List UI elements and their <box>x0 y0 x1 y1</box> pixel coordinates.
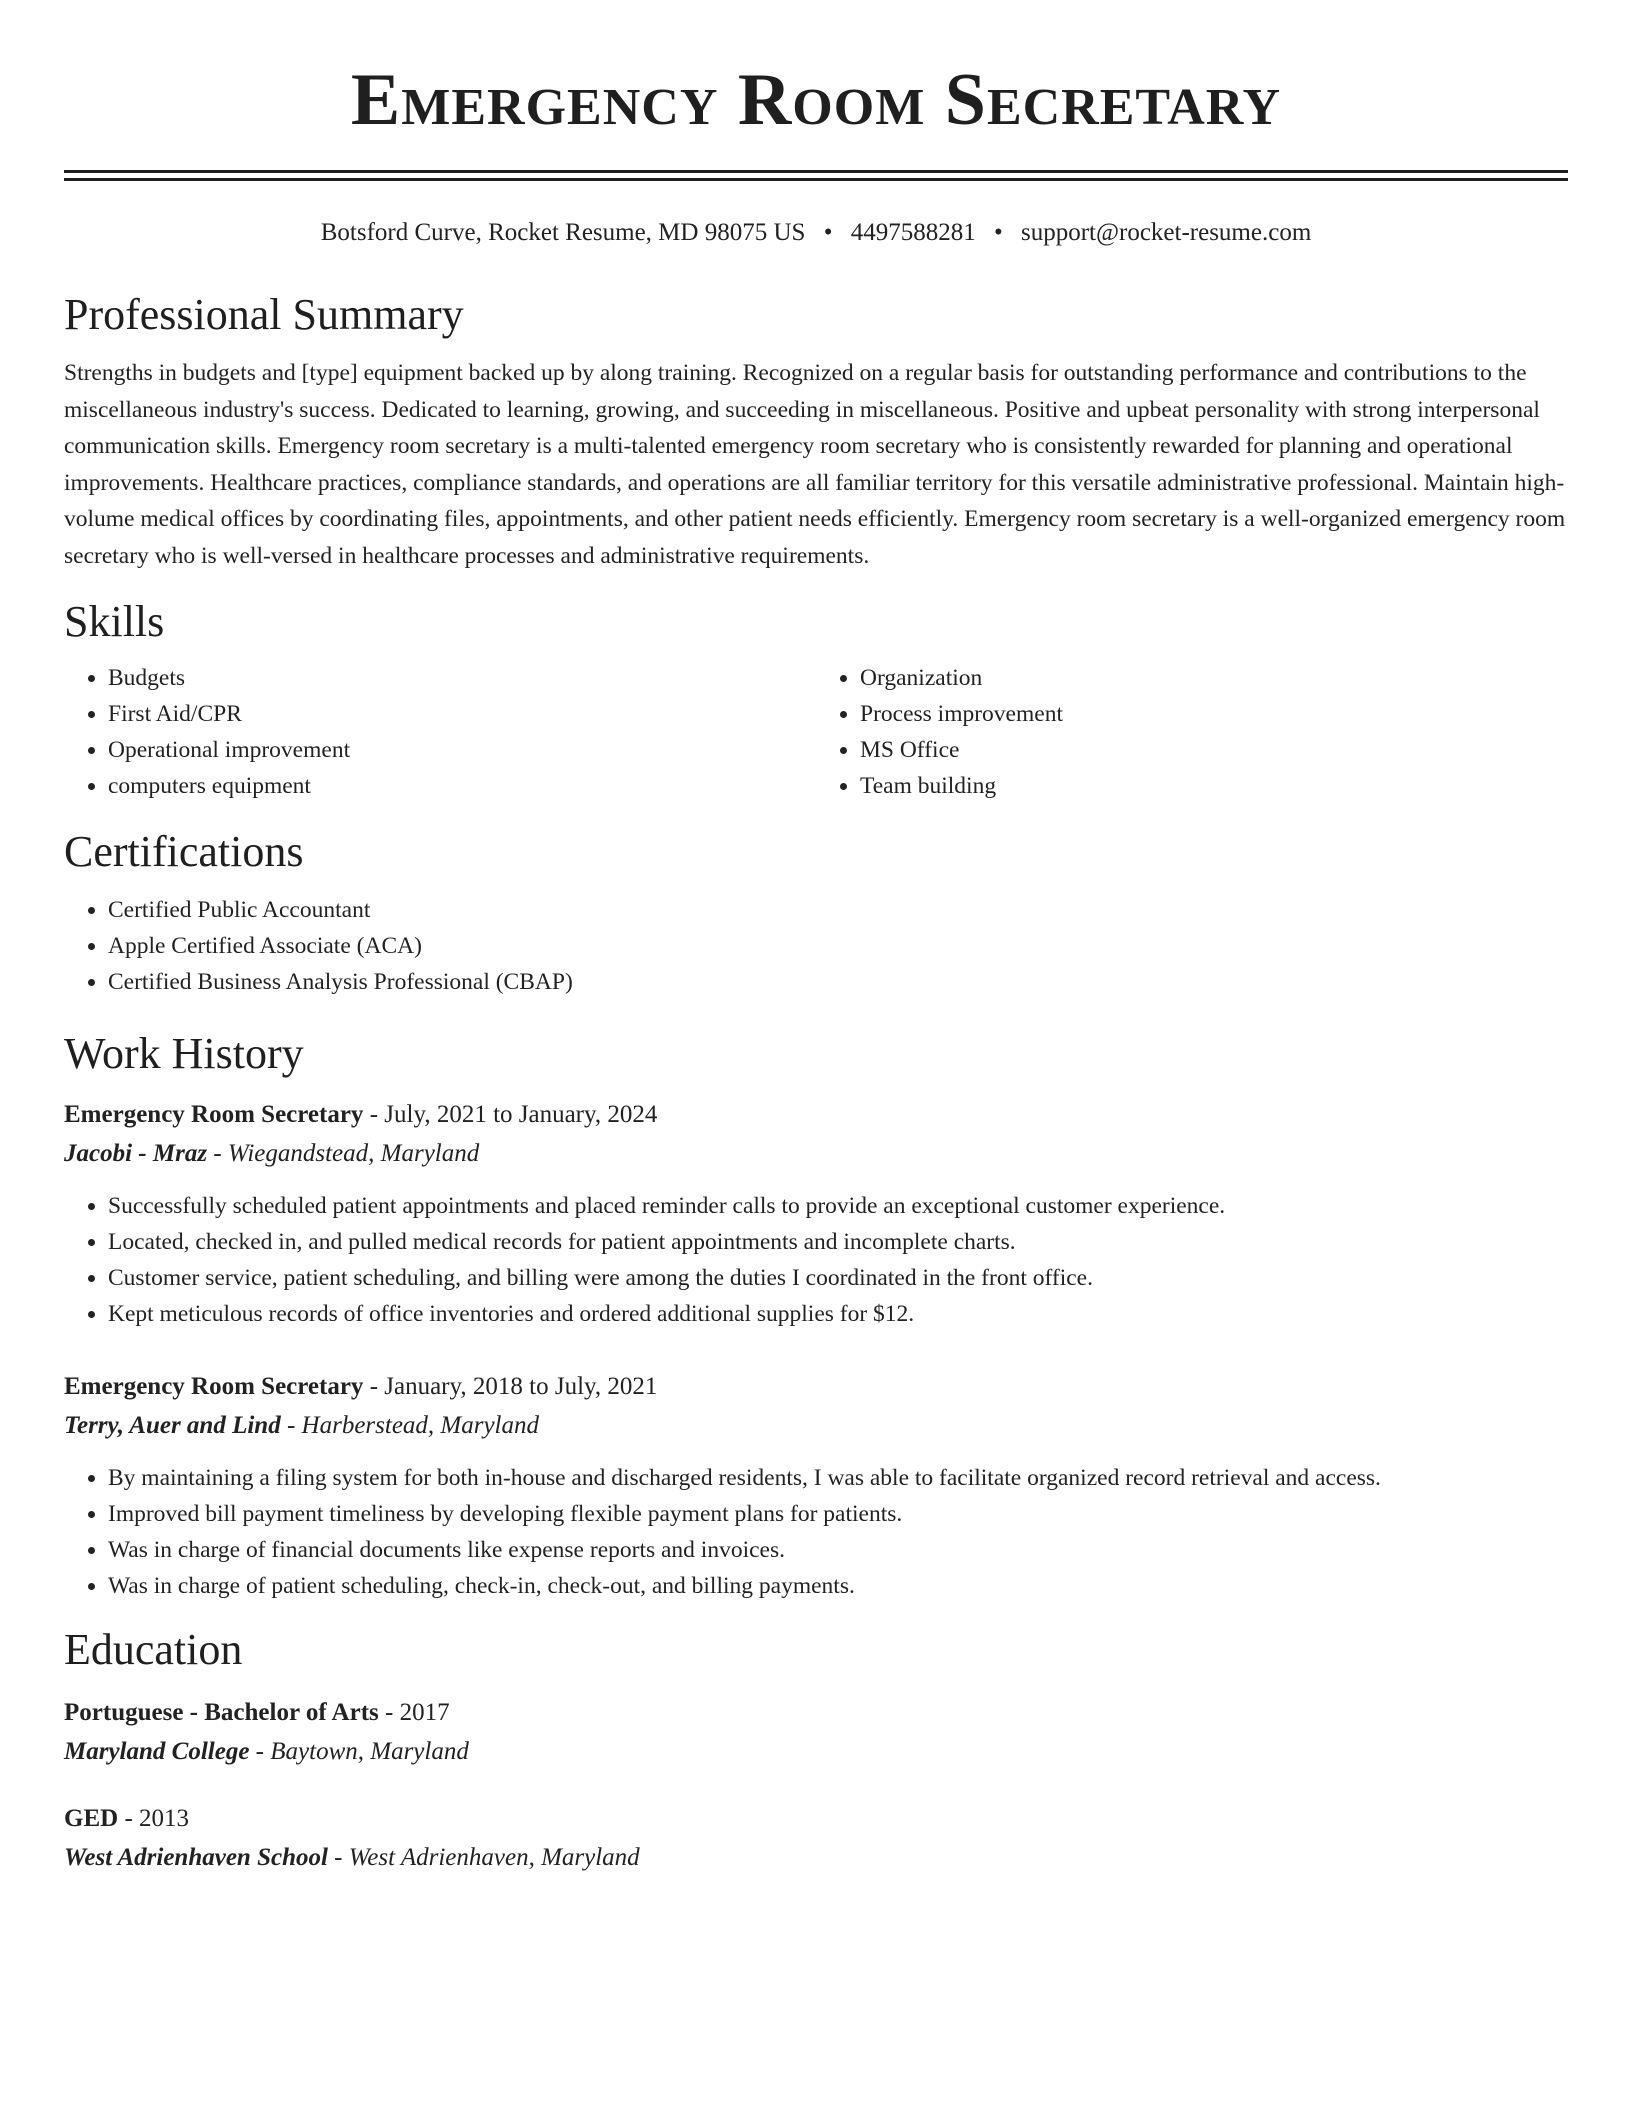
certification-item: • Certified Public Accountant <box>108 892 1568 928</box>
education-heading: Education <box>64 1625 243 1674</box>
skills-list-left <box>64 660 816 804</box>
contact-phone: 4497588281 <box>850 219 976 246</box>
school-location: Baytown, Maryland <box>270 1738 469 1765</box>
skills-list-right <box>816 660 1568 804</box>
degree-year: 2013 <box>139 1805 190 1832</box>
employer-line: Terry, Auer and Lind - Harberstead, Maryland <box>64 1412 540 1439</box>
contact-separator: • <box>823 219 833 246</box>
summary-text: Strengths in budgets and [type] equipment backed up by along training. Recognized on a regular basis for outstanding performance and contributions to the miscellaneous industry's success. Dedicated to learning, growing, and succeeding in miscellaneous. Positive and upbeat personality with strong interpersonal communication skills. Emergency room secretary is a multi-talented emergency room secretary who is consistently rewarded for planning and operational improvements. Healthcare practices, compliance standards, and operations are all familiar territory for this versatile administrative professional. Maintain high-volume medical offices by coordinating files, appointments, and other patient needs efficiently. Emergency room secretary is a well-organized emergency room secretary who is well-versed in healthcare processes and administrative requirements. <box>64 360 1566 569</box>
degree-line: Portuguese - Bachelor of Arts - 2017 <box>64 1699 450 1726</box>
job-bullet: • Kept meticulous records of office inventories and ordered additional supplies for $12. <box>108 1296 1568 1332</box>
employer-line: Jacobi - Mraz - Wiegandstead, Maryland <box>64 1140 480 1167</box>
school-line: West Adrienhaven School - West Adrienhaven, Maryland <box>64 1844 640 1871</box>
skill-item: • Team building <box>860 768 1568 804</box>
job-bullet: • Customer service, patient scheduling, and billing were among the duties I coordinated in the front office. <box>108 1260 1568 1296</box>
contact-line <box>64 217 1568 249</box>
job-dates: January, 2018 to July, 2021 <box>384 1373 658 1400</box>
resume-title: Emergency Room Secretary <box>350 59 1282 141</box>
education-entry <box>64 1800 1568 1878</box>
skill-item: • computers equipment <box>108 768 816 804</box>
degree-year: 2017 <box>399 1699 450 1726</box>
summary-heading: Professional Summary <box>64 290 464 339</box>
certification-item: • Apple Certified Associate (ACA) <box>108 928 1568 964</box>
job-entry <box>64 1096 1568 1332</box>
job-bullet: • By maintaining a filing system for both in-house and discharged residents, I was able to facilitate organized record retrieval and access. <box>108 1460 1568 1496</box>
job-bullet: • Successfully scheduled patient appointments and placed reminder calls to provide an exceptional customer experience. <box>108 1188 1568 1224</box>
job-bullets <box>64 1188 1568 1332</box>
job-title-line: Emergency Room Secretary - January, 2018 to July, 2021 <box>64 1373 658 1400</box>
job-title: Emergency Room Secretary <box>64 1373 364 1400</box>
job-bullets <box>64 1460 1568 1604</box>
school-name: West Adrienhaven School <box>64 1844 328 1871</box>
job-bullet: • Located, checked in, and pulled medical records for patient appointments and incomplete charts. <box>108 1224 1568 1260</box>
job-bullet: • Was in charge of financial documents like expense reports and invoices. <box>108 1532 1568 1568</box>
school-name: Maryland College <box>64 1738 250 1765</box>
skill-item: • Operational improvement <box>108 732 816 768</box>
job-title: Emergency Room Secretary <box>64 1101 364 1128</box>
degree-name: GED <box>64 1805 119 1832</box>
school-location: West Adrienhaven, Maryland <box>348 1844 640 1871</box>
skill-item: • Budgets <box>108 660 816 696</box>
job-bullet: • Was in charge of patient scheduling, check-in, check-out, and billing payments. <box>108 1568 1568 1604</box>
employer-name: Jacobi - Mraz <box>64 1140 208 1167</box>
job-title-line: Emergency Room Secretary - July, 2021 to January, 2024 <box>64 1101 658 1128</box>
degree-name: Portuguese - Bachelor of Arts <box>64 1699 379 1726</box>
certifications-heading: Certifications <box>64 827 304 876</box>
education-entry <box>64 1694 1568 1772</box>
skills-heading: Skills <box>64 597 165 646</box>
employer-name: Terry, Auer and Lind <box>64 1412 281 1439</box>
work-history-heading: Work History <box>64 1029 304 1078</box>
school-line: Maryland College - Baytown, Maryland <box>64 1738 469 1765</box>
contact-email: support@rocket-resume.com <box>1020 219 1312 246</box>
skill-item: • Organization <box>860 660 1568 696</box>
employer-location: Harberstead, Maryland <box>301 1412 540 1439</box>
certification-item: • Certified Business Analysis Professional (CBAP) <box>108 964 1568 1000</box>
certifications-list <box>64 892 1568 1000</box>
degree-line: GED - 2013 <box>64 1805 190 1832</box>
skill-item: • Process improvement <box>860 696 1568 732</box>
employer-location: Wiegandstead, Maryland <box>227 1140 480 1167</box>
contact-address: Botsford Curve, Rocket Resume, MD 98075 US <box>320 219 806 246</box>
job-bullet: • Improved bill payment timeliness by developing flexible payment plans for patients. <box>108 1496 1568 1532</box>
title-double-rule <box>64 170 1568 181</box>
skill-item: • MS Office <box>860 732 1568 768</box>
skill-item: • First Aid/CPR <box>108 696 816 732</box>
job-dates: July, 2021 to January, 2024 <box>384 1101 658 1128</box>
contact-separator: • <box>993 219 1003 246</box>
skills-columns <box>64 660 1568 804</box>
job-entry <box>64 1368 1568 1604</box>
